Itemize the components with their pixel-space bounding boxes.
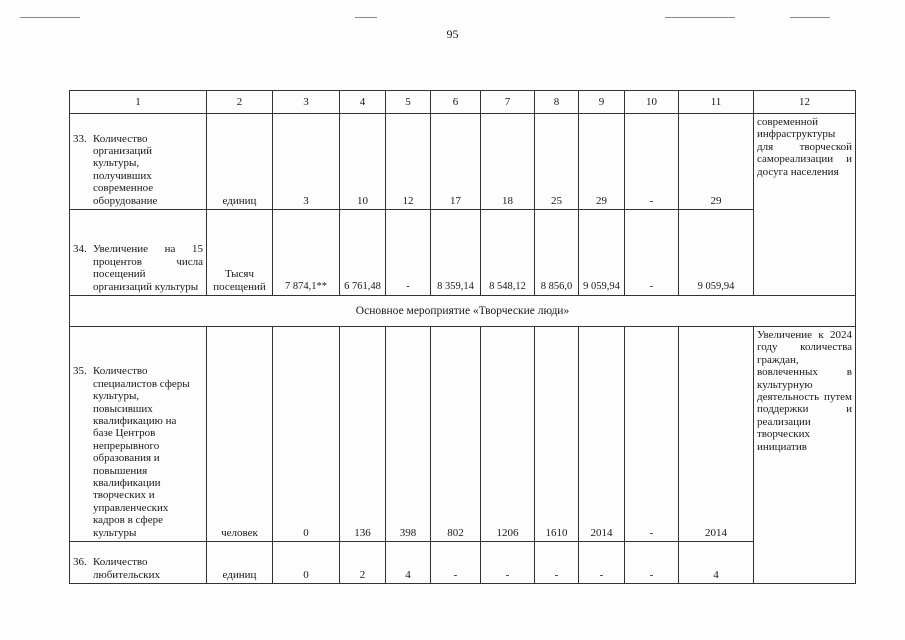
indicator-name: Количество любительских	[93, 556, 160, 581]
value-cell: 12	[386, 114, 431, 210]
value-cell: 1206	[481, 327, 535, 542]
indicator-name-cell	[70, 327, 207, 542]
value-cell: 136	[340, 327, 386, 542]
column-header: 9	[579, 91, 625, 114]
table-row	[70, 114, 856, 210]
indicator-name-cell	[70, 210, 207, 296]
value-cell: -	[579, 542, 625, 584]
value-cell: 10	[340, 114, 386, 210]
scan-artifact	[20, 17, 80, 18]
indicator-name: Увеличение на 15 процентов числа посещений организаций культуры	[93, 243, 203, 293]
value-cell: -	[625, 542, 679, 584]
value-cell: 3	[273, 114, 340, 210]
value-cell: -	[481, 542, 535, 584]
expected-result-cell: Увеличение к 2024 году количества граждан, вовлеченных в культурную деятельность путем поддержки и реализации творческих инициатив	[754, 327, 856, 584]
value-cell: 0	[273, 542, 340, 584]
indicator-name: Количество организаций культуры, получивших современное оборудование	[93, 132, 158, 207]
section-title: Основное мероприятие «Творческие люди»	[70, 296, 856, 327]
value-cell: 9 059,94	[679, 210, 754, 296]
column-header: 4	[340, 91, 386, 114]
column-header: 11	[679, 91, 754, 114]
value-cell: 0	[273, 327, 340, 542]
value-cell: 4	[679, 542, 754, 584]
column-number-row	[70, 91, 856, 114]
scan-artifact	[355, 17, 377, 18]
column-header: 12	[754, 91, 856, 114]
row-number: 36.	[73, 556, 87, 569]
indicator-name-cell	[70, 542, 207, 584]
value-cell: -	[431, 542, 481, 584]
column-header: 2	[207, 91, 273, 114]
value-cell: 25	[535, 114, 579, 210]
table-row	[70, 542, 856, 584]
table-row	[70, 327, 856, 542]
value-cell: 7 874,1**	[273, 210, 340, 296]
column-header: 10	[625, 91, 679, 114]
scan-artifact	[790, 17, 830, 18]
value-cell: 9 059,94	[579, 210, 625, 296]
column-header: 1	[70, 91, 207, 114]
column-header: 5	[386, 91, 431, 114]
value-cell: -	[386, 210, 431, 296]
column-header: 3	[273, 91, 340, 114]
row-number: 33.	[73, 132, 87, 145]
value-cell: 398	[386, 327, 431, 542]
row-number: 34.	[73, 243, 87, 256]
value-cell: -	[625, 114, 679, 210]
value-cell: 17	[431, 114, 481, 210]
row-number: 35.	[73, 365, 87, 378]
value-cell: 6 761,48	[340, 210, 386, 296]
value-cell: 802	[431, 327, 481, 542]
value-cell: 2014	[579, 327, 625, 542]
value-cell: 8 856,0	[535, 210, 579, 296]
value-cell: 29	[579, 114, 625, 210]
value-cell: -	[535, 542, 579, 584]
value-cell: 8 548,12	[481, 210, 535, 296]
indicator-name-cell	[70, 114, 207, 210]
value-cell: 2	[340, 542, 386, 584]
value-cell: 29	[679, 114, 754, 210]
scan-artifact	[665, 17, 735, 18]
unit-cell: единиц	[207, 114, 273, 210]
value-cell: 4	[386, 542, 431, 584]
expected-result-cell: современной инфраструктуры для творческой самореализации и досуга населения	[754, 114, 856, 296]
column-header: 7	[481, 91, 535, 114]
indicators-table	[69, 90, 856, 584]
section-row	[70, 296, 856, 327]
value-cell: 8 359,14	[431, 210, 481, 296]
value-cell: 2014	[679, 327, 754, 542]
column-header: 8	[535, 91, 579, 114]
value-cell: -	[625, 327, 679, 542]
value-cell: -	[625, 210, 679, 296]
unit-cell: единиц	[207, 542, 273, 584]
unit-cell: человек	[207, 327, 273, 542]
page-number: 95	[446, 27, 459, 41]
table-row	[70, 210, 856, 296]
value-cell: 1610	[535, 327, 579, 542]
value-cell: 18	[481, 114, 535, 210]
indicator-name: Количество специалистов сферы культуры, повысивших квалификацию на базе Центров непрерывного образования и повышения квалификации творческих и управленческих кадров в сфере культуры	[93, 365, 190, 539]
unit-cell: Тысяч посещений	[207, 210, 273, 296]
column-header: 6	[431, 91, 481, 114]
